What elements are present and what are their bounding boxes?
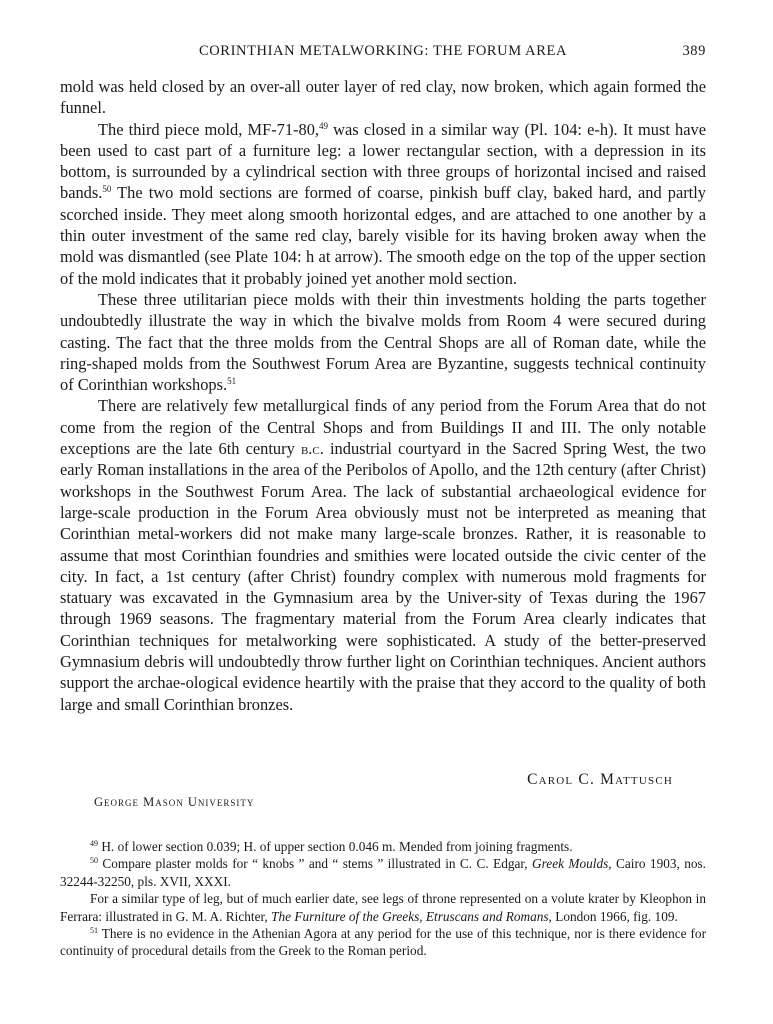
paragraph-text: The two mold sections are formed of coarse, pinkish buff clay, baked hard, and partly scorched inside. They meet along smooth horizontal edges, and are attached to one another by a thin outer investment of the same red clay, barely visible for its having broken away when the mold was dismantled (see Plate 104: h at arrow). The smooth edge on the top of the upper section of the mold indicates that it probably joined yet another mold section. — [60, 183, 706, 288]
footnote-text: For a similar type of leg, but of much earlier date, see legs of throne represented on a volute krater by Kleophon in Ferrara: illustrated in G. M. A. Richter, — [60, 891, 706, 924]
paragraph-text: The third piece mold, MF-71-80, — [98, 119, 319, 139]
footnote-number: 51 — [90, 926, 98, 936]
footnote — [60, 838, 706, 855]
paragraph — [60, 119, 706, 289]
footnote — [60, 925, 706, 960]
paragraph-text: These three utilitarian piece molds with their thin investments holding the parts together undoubtedly illustrate the way in which the bivalve molds from Room 4 were secured during casting. The fact that the three molds from the Central Shops are all of Roman date, while the ring-shaped molds from the Southwest Forum Area are Byzantine, suggests technical continuity of Corinthian workshops. — [60, 289, 706, 395]
paragraph-text: There are relatively few metallurgical finds of any period from the Forum Area that do not come from the region of the Central Shops and from Buildings II and III. The only notable exceptions are the late 6th century — [60, 396, 706, 459]
footnote-text: There is no evidence in the Athenian Agora at any period for the use of this technique, nor is there evidence for continuity of procedural details from the Greek to the Roman period. — [60, 926, 706, 959]
footnote-text: Compare plaster molds for “ knobs ” and “ stems ” illustrated in C. C. Edgar, — [98, 856, 533, 872]
paragraph — [60, 289, 706, 395]
footnote — [60, 855, 706, 890]
running-title: CORINTHIAN METALWORKING: THE FORUM AREA — [198, 43, 568, 59]
footnote-number: 49 — [90, 839, 98, 848]
footnote-number: 50 — [90, 856, 98, 866]
paragraph-text: mold was held closed by an over-all outer layer of red clay, now broken, which again formed the funnel. — [60, 77, 706, 118]
page-header — [60, 43, 706, 65]
footnote-text: H. of lower section 0.039; H. of upper section 0.046 m. Mended from joining fragments. — [98, 839, 573, 854]
page-number: 389 — [682, 43, 706, 59]
cited-title: Greek Moulds, — [532, 856, 612, 872]
cited-title: The Furniture of the Greeks, Etruscans and Romans, — [271, 908, 552, 924]
article-body — [60, 76, 706, 715]
footnote-ref[interactable]: 51 — [227, 376, 237, 387]
era-abbreviation: b.c. — [300, 439, 324, 459]
footnote-text: London 1966, fig. 109. — [551, 908, 678, 924]
paragraph — [60, 395, 706, 714]
paragraph-text: was closed in a similar way (Pl. 104: e-h). It must have been used to cast part of a furniture leg: a lower rectangular section, with a depression in its bottom, is surrounded by a cylindrical section with three groups of horizontal incised and raised bands. — [60, 119, 706, 203]
footnote — [60, 890, 706, 925]
footnote-ref[interactable]: 50 — [102, 184, 112, 195]
author-name: Carol C. Mattusch — [527, 771, 673, 788]
footnote-text: Cairo 1903, nos. 32244-32250, pls. XVII, XXXI. — [60, 856, 707, 889]
author-affiliation: George Mason University — [94, 795, 255, 809]
footnotes — [60, 838, 706, 960]
paragraph — [60, 76, 706, 119]
footnote-ref[interactable]: 49 — [319, 120, 328, 131]
paragraph-text: industrial courtyard in the Sacred Spring West, the two early Roman installations in the area of the Peribolos of Apollo, and the 12th century (after Christ) workshops in the Southwest Forum Area. The lack of substantial archaeological evidence for large-scale production in the Forum Area obviously must not be interpreted as meaning that Corinthian metal-workers did not make many large-scale bronzes. Rather, it is reasonable to assume that most Corinthian foundries and smithies were located outside the civic center of the city. In fact, a 1st century (after Christ) foundry complex with numerous mold fragments for statuary was excavated in the Gymnasium area by the Univer-sity of Texas during the 1967 through 1969 seasons. The fragmentary material from the Forum Area clearly indicates that Corinthian techniques for metalworking were sophisticated. A study of the better-preserved Gymnasium debris will undoubtedly throw further light on Corinthian techniques. Ancient authors support the archae-ological evidence heartily with the praise that they accord to the quality of both large and small Corinthian bronzes. — [60, 439, 707, 714]
